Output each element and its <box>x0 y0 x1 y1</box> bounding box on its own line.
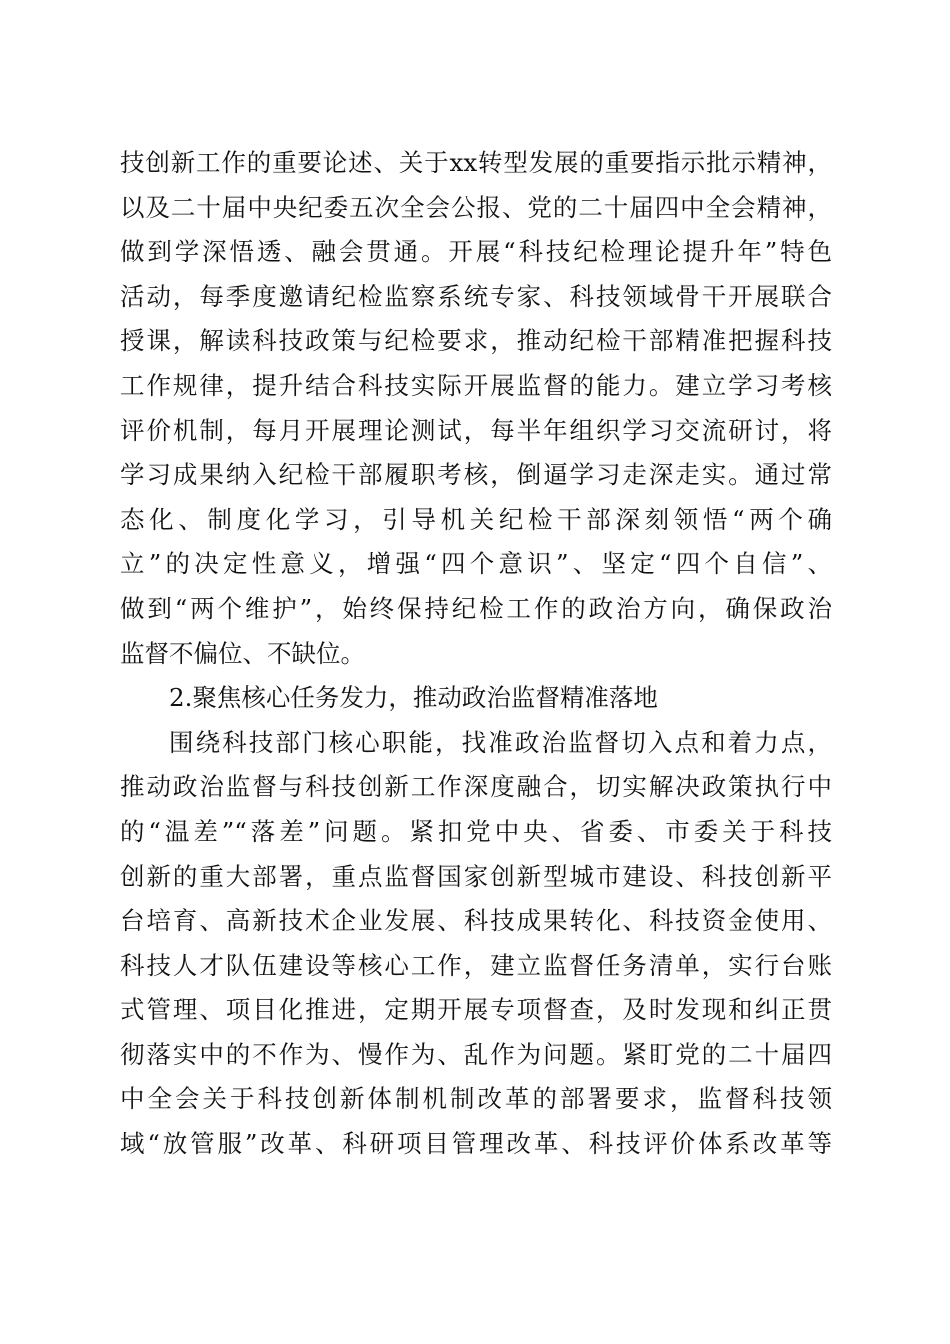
text-line: 学习成果纳入纪检干部履职考核，倒逼学习走深走实。通过常 <box>120 460 832 490</box>
text-line: 式管理、项目化推进，定期开展专项督查，及时发现和纠正贯 <box>120 995 832 1025</box>
paragraph-1 <box>120 141 832 676</box>
text-line: 活动，每季度邀请纪检监察系统专家、科技领域骨干开展联合 <box>120 281 832 311</box>
document-page <box>120 141 832 1167</box>
text-line: 工作规律，提升结合科技实际开展监督的能力。建立学习考核 <box>120 370 832 400</box>
text-line: 围绕科技部门核心职能，找准政治监督切入点和着力点， <box>169 727 832 757</box>
text-line: 以及二十届中央纪委五次全会公报、党的二十届四中全会精神， <box>120 192 832 222</box>
text-line: 台培育、高新技术企业发展、科技成果转化、科技资金使用、 <box>120 906 832 936</box>
text-line: 评价机制，每月开展理论测试，每半年组织学习交流研讨，将 <box>120 415 832 445</box>
text-line: 做到学深悟透、融会贯通。开展“科技纪检理论提升年”特色 <box>120 237 832 267</box>
text-line: 彻落实中的不作为、慢作为、乱作为问题。紧盯党的二十届四 <box>120 1039 832 1069</box>
text-line: 的“温差”“落差”问题。紧扣党中央、省委、市委关于科技 <box>120 816 832 846</box>
text-line: 监督不偏位、不缺位。 <box>120 638 365 668</box>
text-line: 立”的决定性意义，增强“四个意识”、坚定“四个自信”、 <box>120 549 832 579</box>
section-heading: 2.聚焦核心任务发力，推动政治监督精准落地 <box>169 683 658 713</box>
text-line: 做到“两个维护”，始终保持纪检工作的政治方向，确保政治 <box>120 593 832 623</box>
text-line: 授课，解读科技政策与纪检要求，推动纪检干部精准把握科技 <box>120 326 832 356</box>
text-line: 推动政治监督与科技创新工作深度融合，切实解决政策执行中 <box>120 772 832 802</box>
text-line: 技创新工作的重要论述、关于xx转型发展的重要指示批示精神， <box>120 148 832 177</box>
paragraph-2 <box>120 721 832 1167</box>
text-line: 创新的重大部署，重点监督国家创新型城市建设、科技创新平 <box>120 861 832 891</box>
text-line: 域“放管服”改革、科研项目管理改革、科技评价体系改革等 <box>120 1129 832 1159</box>
text-line: 态化、制度化学习，引导机关纪检干部深刻领悟“两个确 <box>120 504 832 534</box>
text-line: 中全会关于科技创新体制机制改革的部署要求，监督科技领 <box>120 1084 832 1114</box>
text-line: 科技人才队伍建设等核心工作，建立监督任务清单，实行台账 <box>120 950 832 980</box>
